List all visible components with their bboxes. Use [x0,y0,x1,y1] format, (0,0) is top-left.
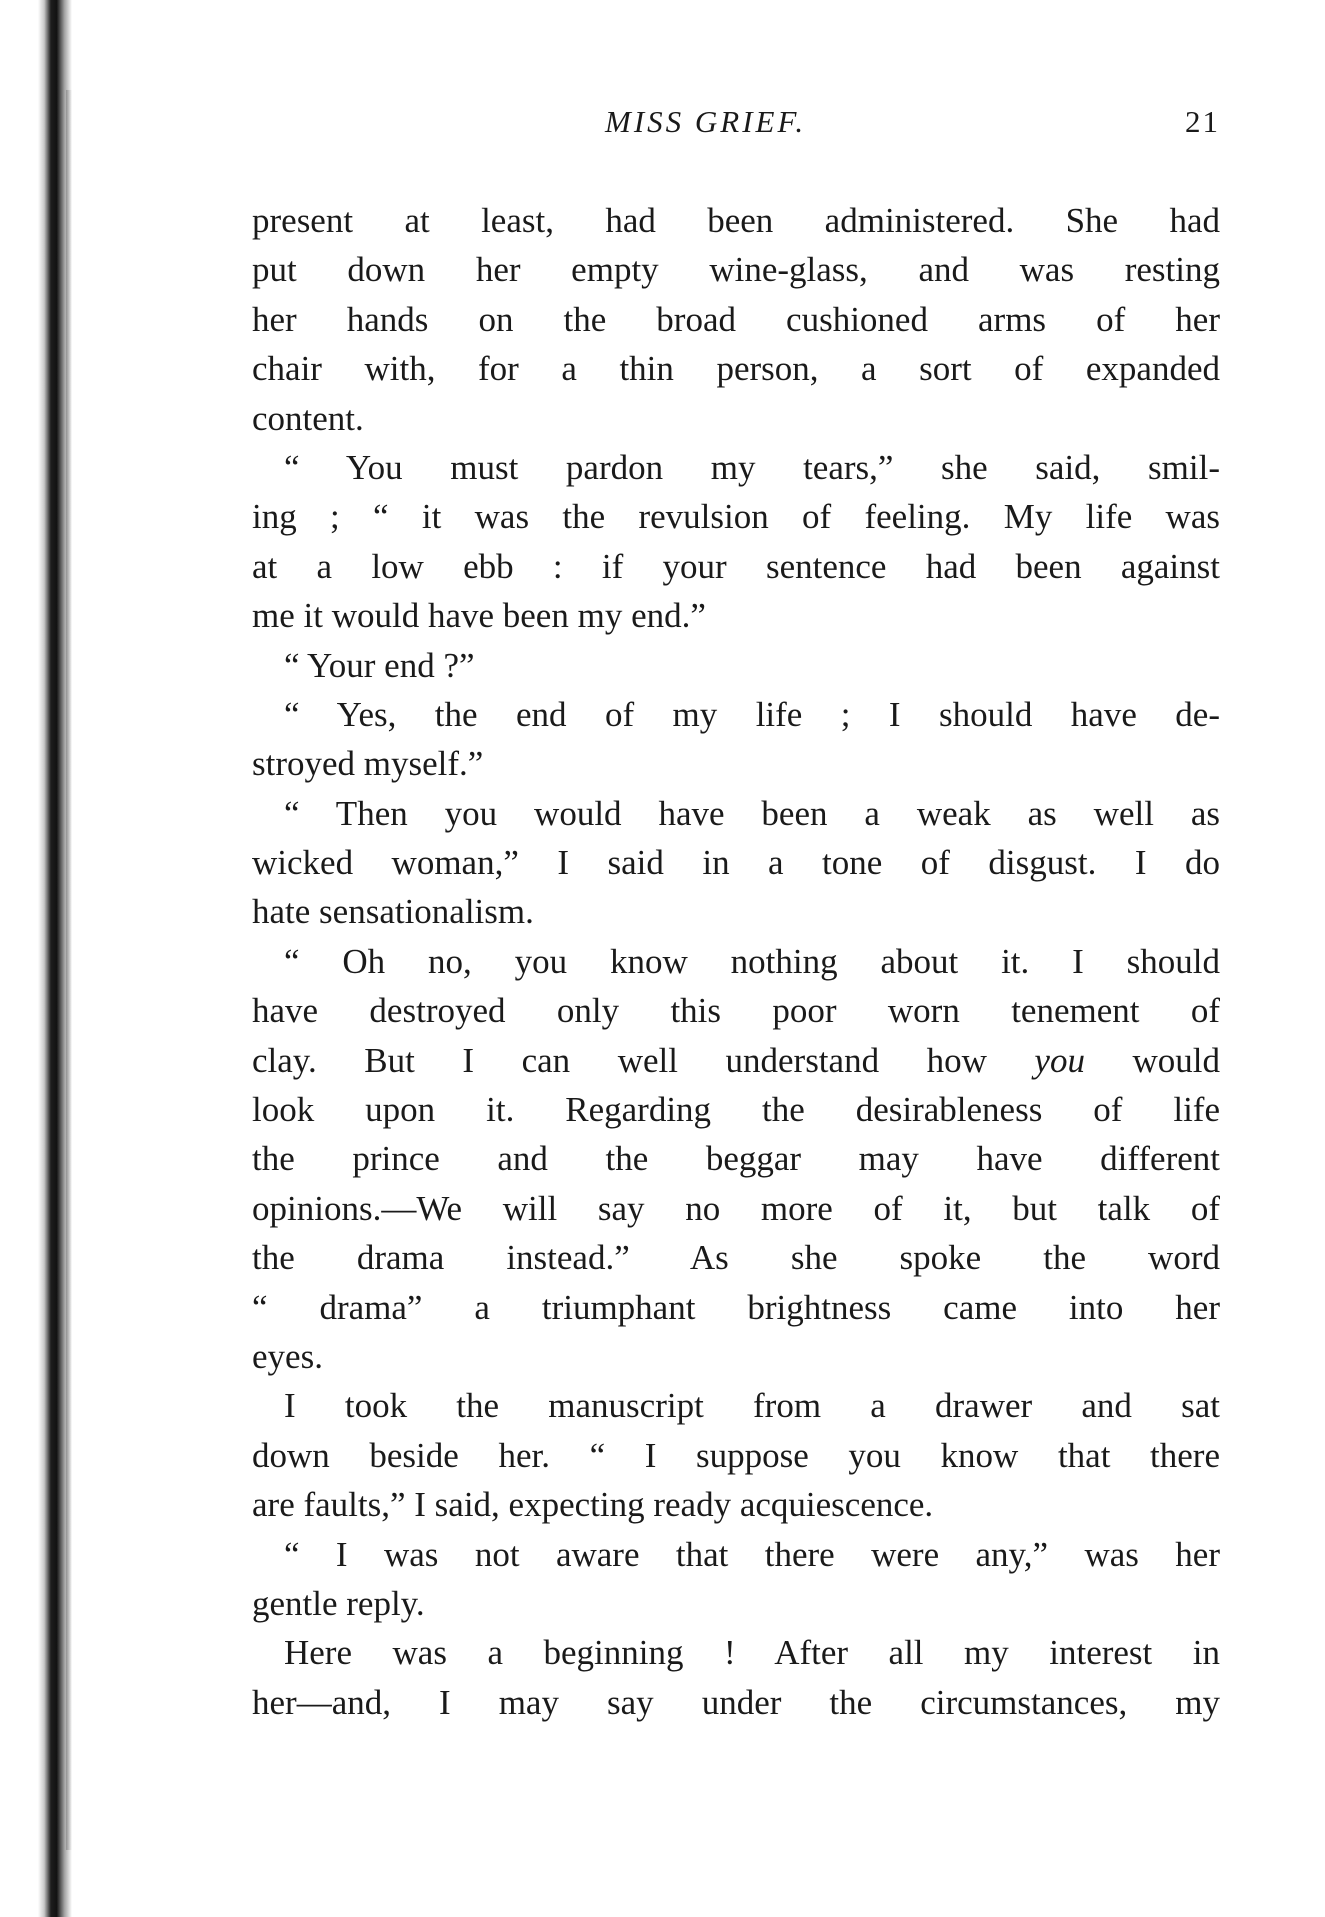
text-line [252,1036,1220,1085]
text-line: “ I was not aware that there were any,” was her [284,1534,1220,1574]
text-line: me it would have been my end.” [252,596,706,636]
text-line: opinions.—We will say no more of it, but talk of [252,1188,1220,1228]
binding-gutter-edge [66,90,72,1850]
text-line: “ Your end ?” [284,645,475,685]
text-line: stroyed myself.” [252,744,484,784]
text-line: “ Oh no, you know nothing about it. I should [284,941,1220,981]
text-line: ing ; “ it was the revulsion of feeling. My life was [252,497,1220,537]
text-segment: would [1084,1040,1220,1080]
text-line: look upon it. Regarding the desirableness of life [252,1090,1220,1130]
text-line: her—and, I may say under the circumstances, my [252,1682,1220,1722]
text-line: wicked woman,” I said in a tone of disgust. I do [252,843,1220,883]
text-line: “ Yes, the end of my life ; I should have de- [284,694,1220,734]
text-line: “ drama” a triumphant brightness came into her [252,1287,1220,1327]
text-line: present at least, had been administered. She had [252,201,1220,240]
text-line: her hands on the broad cushioned arms of her [252,299,1220,339]
text-line: at a low ebb : if your sentence had been against [252,546,1220,586]
running-head [250,104,1220,148]
text-line: gentle reply. [252,1583,425,1623]
text-line: “ You must pardon my tears,” she said, smil- [284,447,1220,487]
running-title: MISS GRIEF. [605,104,807,139]
text-line: I took the manuscript from a drawer and sat [284,1386,1220,1426]
text-line: the drama instead.” As she spoke the word [252,1238,1220,1278]
text-line: hate sensationalism. [252,892,534,932]
body-text [252,196,1220,1727]
page-number: 21 [1185,104,1220,139]
text-segment: clay. But I can well understand how [252,1040,1035,1080]
text-line: down beside her. “ I suppose you know that there [252,1435,1220,1475]
text-line: eyes. [252,1336,323,1376]
text-line: have destroyed only this poor worn tenement of [252,991,1220,1031]
text-line: Here was a beginning ! After all my interest in [284,1633,1220,1673]
text-line: “ Then you would have been a weak as well as [284,793,1220,833]
text-line: put down her empty wine-glass, and was resting [252,250,1220,290]
italic-word: you [1034,1040,1085,1080]
text-line: are faults,” I said, expecting ready acquiescence. [252,1485,934,1525]
text-line: chair with, for a thin person, a sort of expanded [252,349,1220,389]
text-line: content. [252,398,364,438]
text-line: the prince and the beggar may have different [252,1139,1220,1179]
